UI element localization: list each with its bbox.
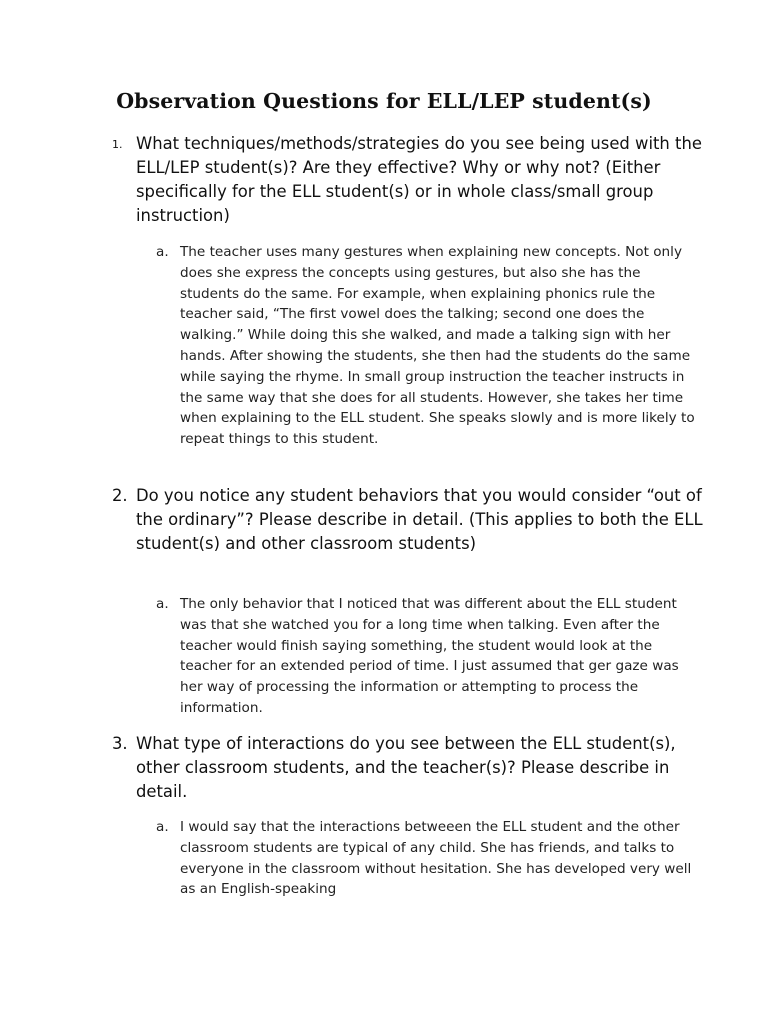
question-2	[112, 484, 712, 556]
answer-3	[156, 817, 696, 900]
question-1	[112, 132, 712, 228]
question-text: Do you notice any student behaviors that you would consider “out of the ordinary”? Please describe in detail. (This applies to both the ELL student(s) and other classroom students)	[136, 486, 703, 553]
question-number: 3.	[112, 734, 128, 753]
answer-text: The teacher uses many gestures when explaining new concepts. Not only does she express the concepts using gestures, but also she has the students do the same. For example, when explaining phonics rule the teacher said, “The first vowel does the talking; second one does the walking.” While doing this she walked, and made a talking sign with her hands. After showing the students, she then had the students do the same while saying the rhyme. In small group instruction the teacher instructs in the same way that she does for all students. However, she takes her time when explaining to the ELL student. She speaks slowly and is more likely to repeat things to this student.	[180, 244, 695, 448]
question-number: 2.	[112, 486, 128, 505]
question-text: What techniques/methods/strategies do you see being used with the ELL/LEP student(s)? Are they effective? Why or why not? (Either specifically for the ELL student(s) or in whole class/small group instruction)	[136, 134, 702, 225]
answer-marker: a.	[156, 596, 169, 612]
answer-text: The only behavior that I noticed that was different about the ELL student was that she watched you for a long time when talking. Even after the teacher would finish saying something, the student would look at the teacher for an extended period of time. I just assumed that ger gaze was her way of processing the information or attempting to process the information.	[180, 596, 679, 716]
question-text: What type of interactions do you see between the ELL student(s), other classroom students, and the teacher(s)? Please describe in detail.	[136, 734, 676, 801]
answer-1	[156, 242, 696, 450]
page-title: Observation Questions for ELL/LEP student(s)	[116, 89, 652, 113]
question-number: 1.	[112, 138, 123, 151]
answer-marker: a.	[156, 244, 169, 260]
answer-marker: a.	[156, 819, 169, 835]
answer-2	[156, 594, 696, 719]
answer-text: I would say that the interactions betweeen the ELL student and the other classroom students are typical of any child. She has friends, and talks to everyone in the classroom without hesitation. She has developed very well as an English-speaking	[180, 819, 692, 898]
question-3	[112, 732, 712, 804]
